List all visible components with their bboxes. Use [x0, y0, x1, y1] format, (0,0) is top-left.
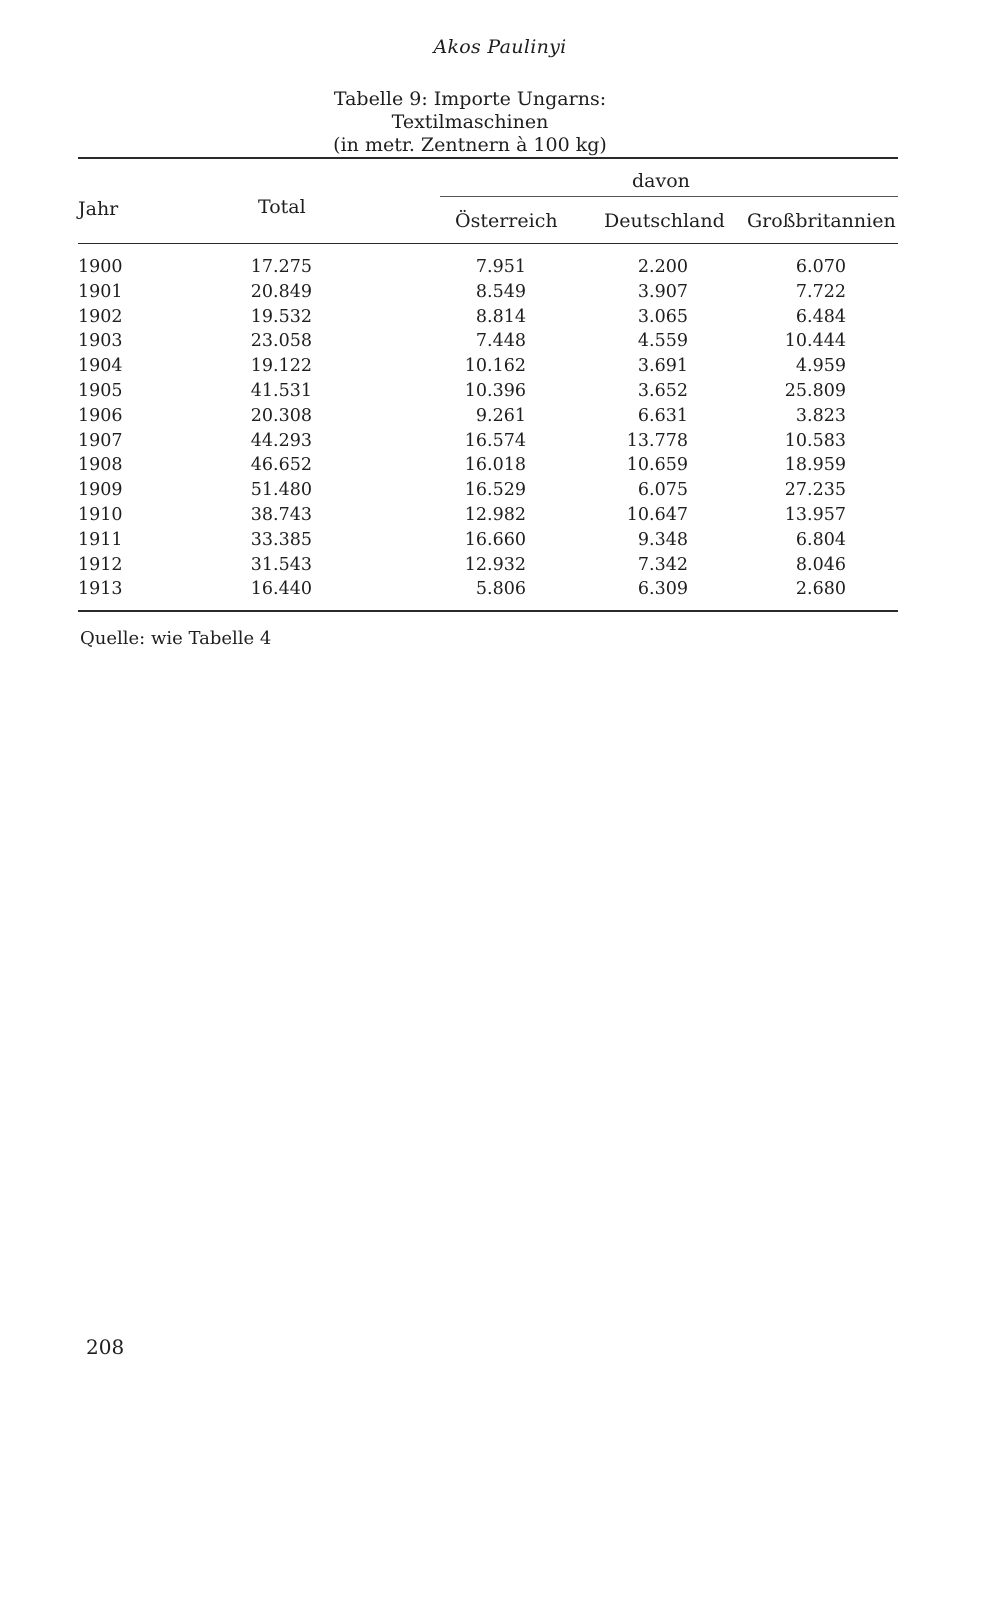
header-total: Total — [258, 196, 306, 218]
page-number: 208 — [86, 1335, 125, 1359]
cell-total: 33.385 — [250, 529, 312, 550]
cell-year: 1907 — [78, 430, 123, 451]
cell-year: 1912 — [78, 554, 123, 575]
table-row — [0, 282, 1000, 307]
header-austria: Österreich — [455, 210, 558, 232]
cell-year: 1904 — [78, 356, 123, 377]
cell-year: 1903 — [78, 331, 123, 352]
cell-year: 1911 — [78, 529, 123, 550]
cell-britain: 8.046 — [795, 554, 846, 575]
table-row — [0, 356, 1000, 381]
cell-total: 16.440 — [250, 579, 312, 600]
cell-austria: 9.261 — [475, 405, 526, 426]
cell-year: 1906 — [78, 405, 123, 426]
cell-germany: 3.065 — [637, 306, 688, 327]
caption-title: Tabelle 9: Importe Ungarns: Textilmaschinen — [333, 88, 607, 133]
cell-britain: 2.680 — [795, 579, 846, 600]
cell-germany: 3.691 — [637, 356, 688, 377]
cell-austria: 5.806 — [475, 579, 526, 600]
cell-year: 1910 — [78, 504, 123, 525]
cell-year: 1900 — [78, 257, 123, 277]
cell-total: 17.275 — [250, 257, 312, 277]
cell-germany: 4.559 — [637, 331, 688, 352]
cell-britain: 27.235 — [784, 480, 846, 501]
cell-total: 38.743 — [250, 504, 312, 525]
cell-austria: 7.951 — [475, 257, 526, 277]
cell-year: 1909 — [78, 480, 123, 501]
cell-total: 23.058 — [250, 331, 312, 352]
cell-year: 1913 — [78, 579, 123, 600]
cell-germany: 13.778 — [626, 430, 688, 451]
cell-total: 44.293 — [250, 430, 312, 451]
cell-year: 1902 — [78, 306, 123, 327]
table-row — [0, 480, 1000, 505]
source-note: Quelle: wie Tabelle 4 — [80, 628, 272, 649]
table-row — [0, 555, 1000, 580]
cell-britain: 6.804 — [795, 529, 846, 550]
cell-britain: 13.957 — [784, 504, 846, 525]
cell-britain: 10.444 — [784, 331, 846, 352]
cell-germany: 6.075 — [637, 480, 688, 501]
table-row — [0, 331, 1000, 356]
cell-britain: 25.809 — [784, 380, 846, 401]
cell-total: 20.308 — [250, 405, 312, 426]
cell-year: 1905 — [78, 380, 123, 401]
cell-austria: 8.549 — [475, 281, 526, 302]
cell-total: 20.849 — [250, 281, 312, 302]
table-body — [0, 257, 1000, 604]
header-rule — [78, 243, 898, 244]
cell-total: 31.543 — [250, 554, 312, 575]
header-britain: Großbritannien — [747, 210, 896, 232]
cell-britain: 4.959 — [795, 356, 846, 377]
header-year: Jahr — [78, 198, 119, 220]
table-row — [0, 307, 1000, 332]
cell-austria: 8.814 — [475, 306, 526, 327]
table-row — [0, 455, 1000, 480]
table-row — [0, 505, 1000, 530]
cell-total: 19.122 — [250, 356, 312, 377]
cell-austria: 16.574 — [464, 430, 526, 451]
table-row — [0, 257, 1000, 282]
cell-total: 46.652 — [250, 455, 312, 476]
cell-total: 19.532 — [250, 306, 312, 327]
cell-britain: 6.484 — [795, 306, 846, 327]
cell-germany: 6.631 — [637, 405, 688, 426]
table-row — [0, 579, 1000, 604]
table-top-rule — [78, 157, 898, 159]
cell-year: 1901 — [78, 281, 123, 302]
cell-germany: 9.348 — [637, 529, 688, 550]
cell-austria: 16.529 — [464, 480, 526, 501]
cell-total: 51.480 — [250, 480, 312, 501]
cell-germany: 7.342 — [637, 554, 688, 575]
header-germany: Deutschland — [604, 210, 725, 232]
cell-austria: 12.932 — [464, 554, 526, 575]
cell-germany: 10.647 — [626, 504, 688, 525]
table-row — [0, 406, 1000, 431]
cell-germany: 3.652 — [637, 380, 688, 401]
cell-germany: 3.907 — [637, 281, 688, 302]
cell-austria: 16.018 — [464, 455, 526, 476]
cell-germany: 10.659 — [626, 455, 688, 476]
cell-austria: 12.982 — [464, 504, 526, 525]
table-bottom-rule — [78, 610, 898, 612]
cell-britain: 7.722 — [795, 281, 846, 302]
cell-britain: 10.583 — [784, 430, 846, 451]
cell-britain: 3.823 — [795, 405, 846, 426]
table-caption — [260, 88, 680, 157]
table-row — [0, 381, 1000, 406]
cell-total: 41.531 — [250, 380, 312, 401]
table-row — [0, 530, 1000, 555]
cell-austria: 10.396 — [464, 380, 526, 401]
running-head: Akos Paulinyi — [433, 36, 567, 58]
davon-rule — [440, 196, 898, 197]
cell-austria: 7.448 — [475, 331, 526, 352]
cell-austria: 16.660 — [464, 529, 526, 550]
cell-year: 1908 — [78, 455, 123, 476]
cell-britain: 18.959 — [784, 455, 846, 476]
cell-germany: 6.309 — [637, 579, 688, 600]
table-row — [0, 431, 1000, 456]
cell-britain: 6.070 — [795, 257, 846, 277]
caption-unit: (in metr. Zentnern à 100 kg) — [333, 134, 607, 156]
header-davon: davon — [632, 170, 690, 192]
cell-germany: 2.200 — [637, 257, 688, 277]
cell-austria: 10.162 — [464, 356, 526, 377]
